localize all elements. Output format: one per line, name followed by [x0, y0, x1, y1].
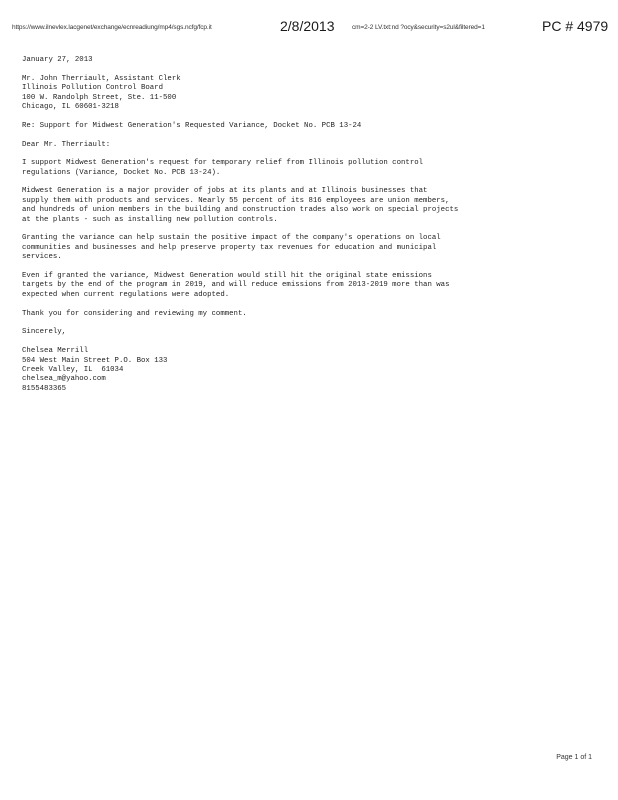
public-comment-number: PC # 4979 [542, 18, 609, 34]
spacer [22, 300, 592, 309]
signer-street: 504 West Main Street P.O. Box 133 [22, 356, 168, 365]
letter-body [22, 56, 592, 394]
spacer [22, 225, 592, 234]
spacer [22, 178, 592, 187]
paragraph [22, 272, 592, 300]
paragraph-line: and hundreds of union members in the building and construction trades also work on special projects [22, 206, 459, 215]
salutation: Dear Mr. Therriault: [22, 140, 111, 149]
spacer [22, 150, 592, 159]
header-url-left: https://www.ilnevlex.lacgenet/exchange/ecnreadiung/mp4/sgs.ncfg/fcp.it [12, 24, 212, 31]
paragraph-line: Midwest Generation is a major provider of jobs at its plants and at Illinois businesses that [22, 187, 428, 196]
spacer [22, 131, 592, 140]
signer-name: Chelsea Merrill [22, 347, 89, 356]
signature-block [22, 347, 592, 394]
header-date: 2/8/2013 [280, 18, 335, 34]
paragraph-line: services. [22, 253, 62, 262]
spacer [22, 112, 592, 121]
recipient-address [22, 75, 592, 113]
paragraph-line: communities and businesses and help preserve property tax revenues for education and municipal [22, 243, 437, 252]
closing: Sincerely, [22, 328, 67, 337]
spacer [22, 319, 592, 328]
page-number: Page 1 of 1 [556, 754, 592, 761]
paragraph-line: Granting the variance can help sustain the positive impact of the company's operations on local [22, 234, 441, 243]
address-line: Mr. John Therriault, Assistant Clerk [22, 74, 181, 83]
signer-phone: 8155483365 [22, 384, 67, 393]
paragraph [22, 310, 592, 319]
paragraph-line: I support Midwest Generation's request for temporary relief from Illinois pollution control [22, 159, 424, 168]
print-header [12, 16, 612, 38]
paragraph-line: Thank you for considering and reviewing my comment. [22, 309, 247, 318]
paragraph-line: Even if granted the variance, Midwest Generation would still hit the original state emissions [22, 271, 432, 280]
spacer [22, 65, 592, 74]
paragraph-line: regulations (Variance, Docket No. PCB 13-24). [22, 168, 221, 177]
paragraph [22, 159, 592, 178]
paragraph [22, 187, 592, 225]
header-url-right: cm=2-2 LV.txt:nd ?ocy&security=s2ul&filtered=1 [352, 24, 485, 31]
signer-email: chelsea_m@yahoo.com [22, 375, 106, 384]
paragraph-line: targets by the end of the program in 2019, and will reduce emissions from 2013-2019 more than was [22, 281, 450, 290]
subject-line: Re: Support for Midwest Generation's Requested Variance, Docket No. PCB 13-24 [22, 121, 362, 130]
address-line: Chicago, IL 60601-3218 [22, 102, 119, 111]
paragraph [22, 234, 592, 262]
paragraph-line: at the plants - such as installing new pollution controls. [22, 215, 278, 224]
spacer [22, 263, 592, 272]
address-line: 100 W. Randolph Street, Ste. 11-500 [22, 93, 177, 102]
address-line: Illinois Pollution Control Board [22, 84, 164, 93]
paragraph-line: expected when current regulations were adopted. [22, 290, 230, 299]
letter-date: January 27, 2013 [22, 56, 93, 64]
paragraph-line: supply them with products and services. Nearly 55 percent of its 816 employees are union members, [22, 196, 450, 205]
spacer [22, 338, 592, 347]
signer-city: Creek Valley, IL 61034 [22, 365, 124, 374]
